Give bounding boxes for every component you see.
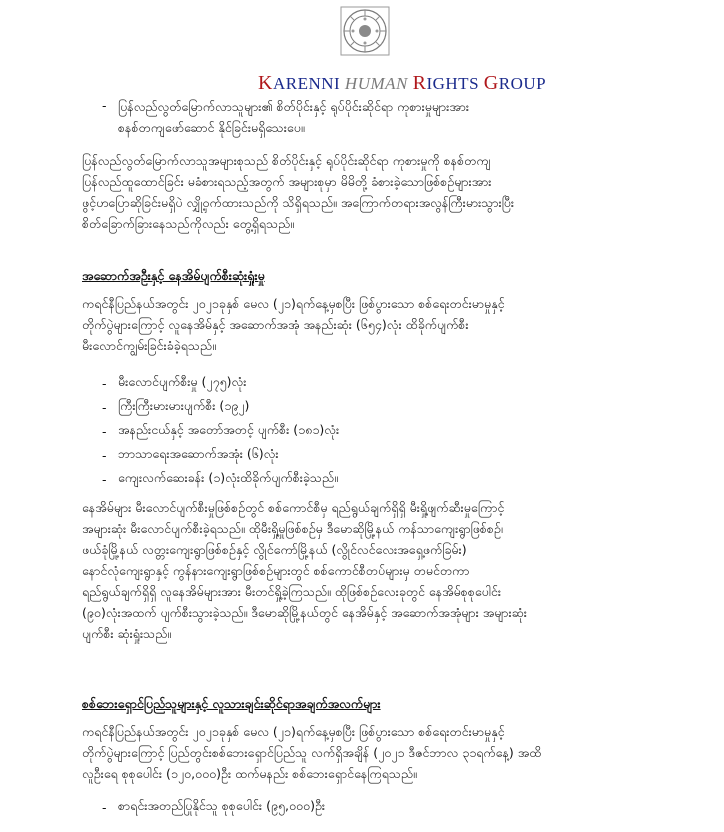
org-name-h: H: [344, 74, 358, 93]
text-line: မီးလောင်ကျွမ်းခြင်းခံခဲ့ရသည်။: [82, 338, 216, 353]
text-line: ရည်ရွယ်ချက်ရှိရှိ လူနေအိမ်များအား မီးတင်ရှို့ခဲ့ကြသည်။ ထိုဖြစ်စဉ်လေးခုတွင် နေအိမ်စုစုပေါင်း: [82, 584, 502, 599]
bullet-dash: -: [102, 448, 107, 463]
text-line: ကရင်နီပြည်နယ်အတွင်း ၂၀၂၁ခုနှစ် မေလ (၂၁)ရက်နေ့မှစပြီး ဖြစ်ပွားသော စစ်ရေးတင်းမာမှုနှင့်: [82, 724, 505, 739]
text-line: စနစ်တကျဖော်ဆောင် နိုင်ခြင်းမရှိသေးပေ။: [118, 120, 305, 135]
section2-paragraph: [82, 497, 652, 644]
org-name-r: R: [412, 72, 427, 94]
list-item: ဘာသာရေးအဆောက်အအုံး (၆)လုံး: [118, 446, 279, 461]
org-name-roup: ROUP: [498, 74, 547, 93]
section2-heading: အဆောက်အဦးနှင့် နေအိမ်ပျက်စီးဆုံးရှုံးမှု: [82, 268, 265, 283]
bullet-dash: -: [102, 400, 107, 415]
text-line: ပြန်လည်လွတ်မြောက်လာသူအများစုသည် စိတ်ပိုင်းနှင့် ရုပ်ပိုင်းဆိုင်ရာ ကုစားမှုကို စနစ်တကျ: [82, 153, 491, 168]
text-line: (၉၀)လုံးအထက် ပျက်စီးသွားခဲ့သည်။ ဒီမောဆိုမြို့နယ်တွင် နေအိမ်နှင့် အဆောက်အအုံများ အများဆုံး: [82, 605, 527, 620]
text-line: ဖွင့်ဟပြောဆိုခြင်းမရှိပဲ လျှို့ဝှက်ထားသည်ကို သိရှိရသည်။ အကြောက်တရားအလွန်ကြီးမားသွားပြီး: [82, 195, 515, 210]
section3-heading: စစ်ဘေးရှောင်ပြည်သူများနှင့် လူသားချင်းဆိုင်ရာအချက်အလက်များ: [82, 696, 381, 711]
khrg-seal-logo-icon: [340, 6, 390, 56]
list-item: ကြီးကြီးမားမားပျက်စီး (၁၉၂): [118, 398, 250, 413]
bullet-dash: -: [102, 376, 107, 391]
text-line: အများဆုံး မီးလောင်ပျက်စီးခဲ့ရသည်။ ထိုမီးရှို့မှုဖြစ်စဉ်မှ ဒီမောဆိုမြို့နယ် ကန်သာကျေးရွာဖြစ်စဉ်၊: [82, 521, 503, 536]
org-name-uman: UMAN: [357, 74, 413, 93]
text-line: တိုက်ပွဲများကြောင့် လူနေအိမ်နှင့် အဆောက်အအုံ အနည်းဆုံး (၆၅၄)လုံး ထိခိုက်ပျက်စီး: [82, 317, 469, 332]
list-item: မီးလောင်ပျက်စီးမှု (၂၇၅)လုံး: [118, 374, 247, 389]
org-name-arenni: ARENNI: [272, 74, 345, 93]
list-item: စာရင်းအတည်ပြုနိုင်သူ စုစုပေါင်း (၉၅,၀၀၀)ဦး: [118, 798, 326, 813]
list-item: အနည်းငယ်နှင့် အတော်အတင့် ပျက်စီး (၁၈၁)လုံး: [118, 422, 340, 437]
text-line: ပြန်လည်ထူထောင်ခြင်း မခံစားရသည့်အတွက် အများစုမှာ မိမိတို့ ခံစားခဲ့သောဖြစ်စဉ်များအား: [82, 174, 492, 189]
section1-bullet-text: [118, 96, 658, 138]
org-name-g: G: [483, 72, 499, 94]
bullet-dash: -: [102, 472, 107, 487]
org-name-k: K: [258, 72, 273, 94]
text-line: ပျက်စီး ဆုံးရှုံးသည်။: [82, 626, 172, 641]
text-line: ဖယ်ခုံမြို့နယ် လတ္တးကျေးရွာဖြစ်စဉ်နှင့် လွိုင်ကော်မြို့နယ် (လွိုင်လင်လေးအရှေ့ဖက်ခြမ်း): [82, 542, 467, 557]
text-line: နောင်လုံကျေးရွာနှင့် ကွန်နားကျေးရွာဖြစ်စဉ်များတွင် စစ်ကောင်စီတပ်များမှ တမင်တကာ: [82, 563, 470, 578]
organization-name: [258, 72, 547, 95]
text-line: ပြန်လည်လွတ်မြောက်လာသူများ၏ စိတ်ပိုင်းနှင့် ရုပ်ပိုင်းဆိုင်ရာ ကုစားမှုများအား: [118, 99, 470, 114]
bullet-dash: -: [102, 98, 107, 113]
bullet-dash: -: [102, 424, 107, 439]
list-item: ကျေးလက်ဆေးခန်း (၁)လုံးထိခိုက်ပျက်စီးခဲ့သည်။: [118, 470, 338, 485]
text-line: စိတ်ခြောက်ခြားနေသည်ကိုလည်း တွေ့ရှိရသည်။: [82, 216, 295, 231]
text-line: ကရင်နီပြည်နယ်အတွင်း ၂၀၂၁ခုနှစ် မေလ (၂၁)ရက်နေ့မှစပြီး ဖြစ်ပွားသော စစ်ရေးတင်းမာမှုနှင့်: [82, 296, 505, 311]
section3-intro: [82, 721, 652, 784]
text-line: နေအိမ်များ မီးလောင်ပျက်စီးမှုဖြစ်စဉ်တွင် စစ်ကောင်စီမှ ရည်ရွယ်ချက်ရှိရှိ မီးရှို့ဖျက်ဆီးမှုကြောင့်: [82, 500, 505, 515]
bullet-dash: -: [102, 800, 107, 815]
text-line: လူဦးရေ စုစုပေါင်း (၁၂၀,၀၀၀)ဦး ထက်မနည်း စစ်ဘေးရှောင်နေကြရသည်။: [82, 766, 417, 781]
org-name-ights: IGHTS: [426, 74, 484, 93]
letterhead: [0, 0, 724, 96]
text-line: တိုက်ပွဲများကြောင့် ပြည်တွင်းစစ်ဘေးရှောင်ပြည်သူ လက်ရှိအချိန် (၂၀၂၁ ဒီဇင်ဘာလ ၃၁ရက်နေ့) အထိ: [82, 745, 542, 760]
section2-intro: [82, 293, 652, 356]
section1-paragraph: [82, 150, 652, 234]
